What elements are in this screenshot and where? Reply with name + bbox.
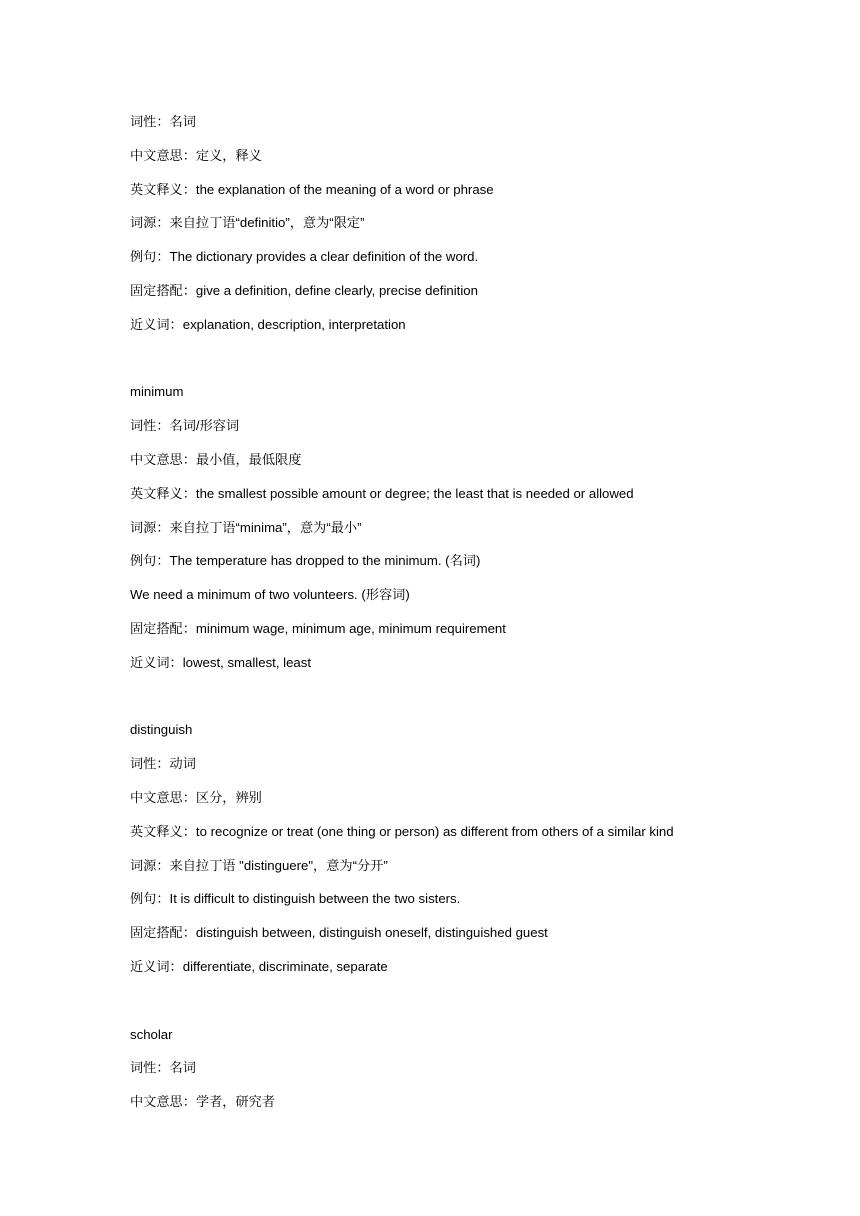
entry-line: 例句：It is difficult to distinguish between the two sisters. [130,891,461,907]
entry-line: 词源：来自拉丁语“definitio”，意为“限定” [130,215,365,231]
entry-definition [130,105,770,342]
entry-line: 英文释义：to recognize or treat (one thing or person) as different from others of a similar kind [130,823,674,839]
entry-line: 词源：来自拉丁语“minima”，意为“最小” [130,519,362,535]
entry-line: 近义词：differentiate, discriminate, separate [130,958,388,974]
entry-line: 词性：名词/形容词 [130,418,240,434]
entry-line: 固定搭配：give a definition, define clearly, precise definition [130,282,478,298]
entry-line: 英文释义：the explanation of the meaning of a word or phrase [130,181,494,197]
entry-spacer [130,984,770,1018]
entry-distinguish [130,713,770,983]
entry-line: 近义词：lowest, smallest, least [130,654,312,670]
entry-line: 词性：名词 [130,1060,196,1076]
entry-line: 例句：The temperature has dropped to the minimum. (名词) [130,553,481,569]
entry-line: 词性：名词 [130,114,196,129]
entry-minimum [130,375,770,679]
entry-headword: minimum [130,384,184,400]
entry-spacer [130,680,770,714]
entry-line: 中文意思：学者，研究者 [130,1094,276,1110]
entry-line: 固定搭配：minimum wage, minimum age, minimum requirement [130,620,506,636]
entry-headword: scholar [130,1026,173,1042]
entry-line: 英文释义：the smallest possible amount or degree; the least that is needed or allowed [130,485,634,501]
entry-line: 固定搭配：distinguish between, distinguish oneself, distinguished guest [130,925,548,941]
entry-line: 中文意思：最小值，最低限度 [130,451,302,467]
document-body [130,105,770,1119]
entry-line: 词性：动词 [130,756,196,772]
entry-line: 近义词：explanation, description, interpretation [130,316,406,332]
entry-line: 中文意思：区分，辨别 [130,789,262,805]
entry-spacer [130,342,770,376]
entry-scholar [130,1018,770,1119]
entry-line: We need a minimum of two volunteers. (形容词) [130,587,410,603]
entry-line: 词源：来自拉丁语 "distinguere"，意为“分开” [130,857,388,873]
entry-headword: distinguish [130,722,193,738]
entry-line: 例句：The dictionary provides a clear definition of the word. [130,249,479,265]
entry-line: 中文意思：定义，释义 [130,147,262,163]
